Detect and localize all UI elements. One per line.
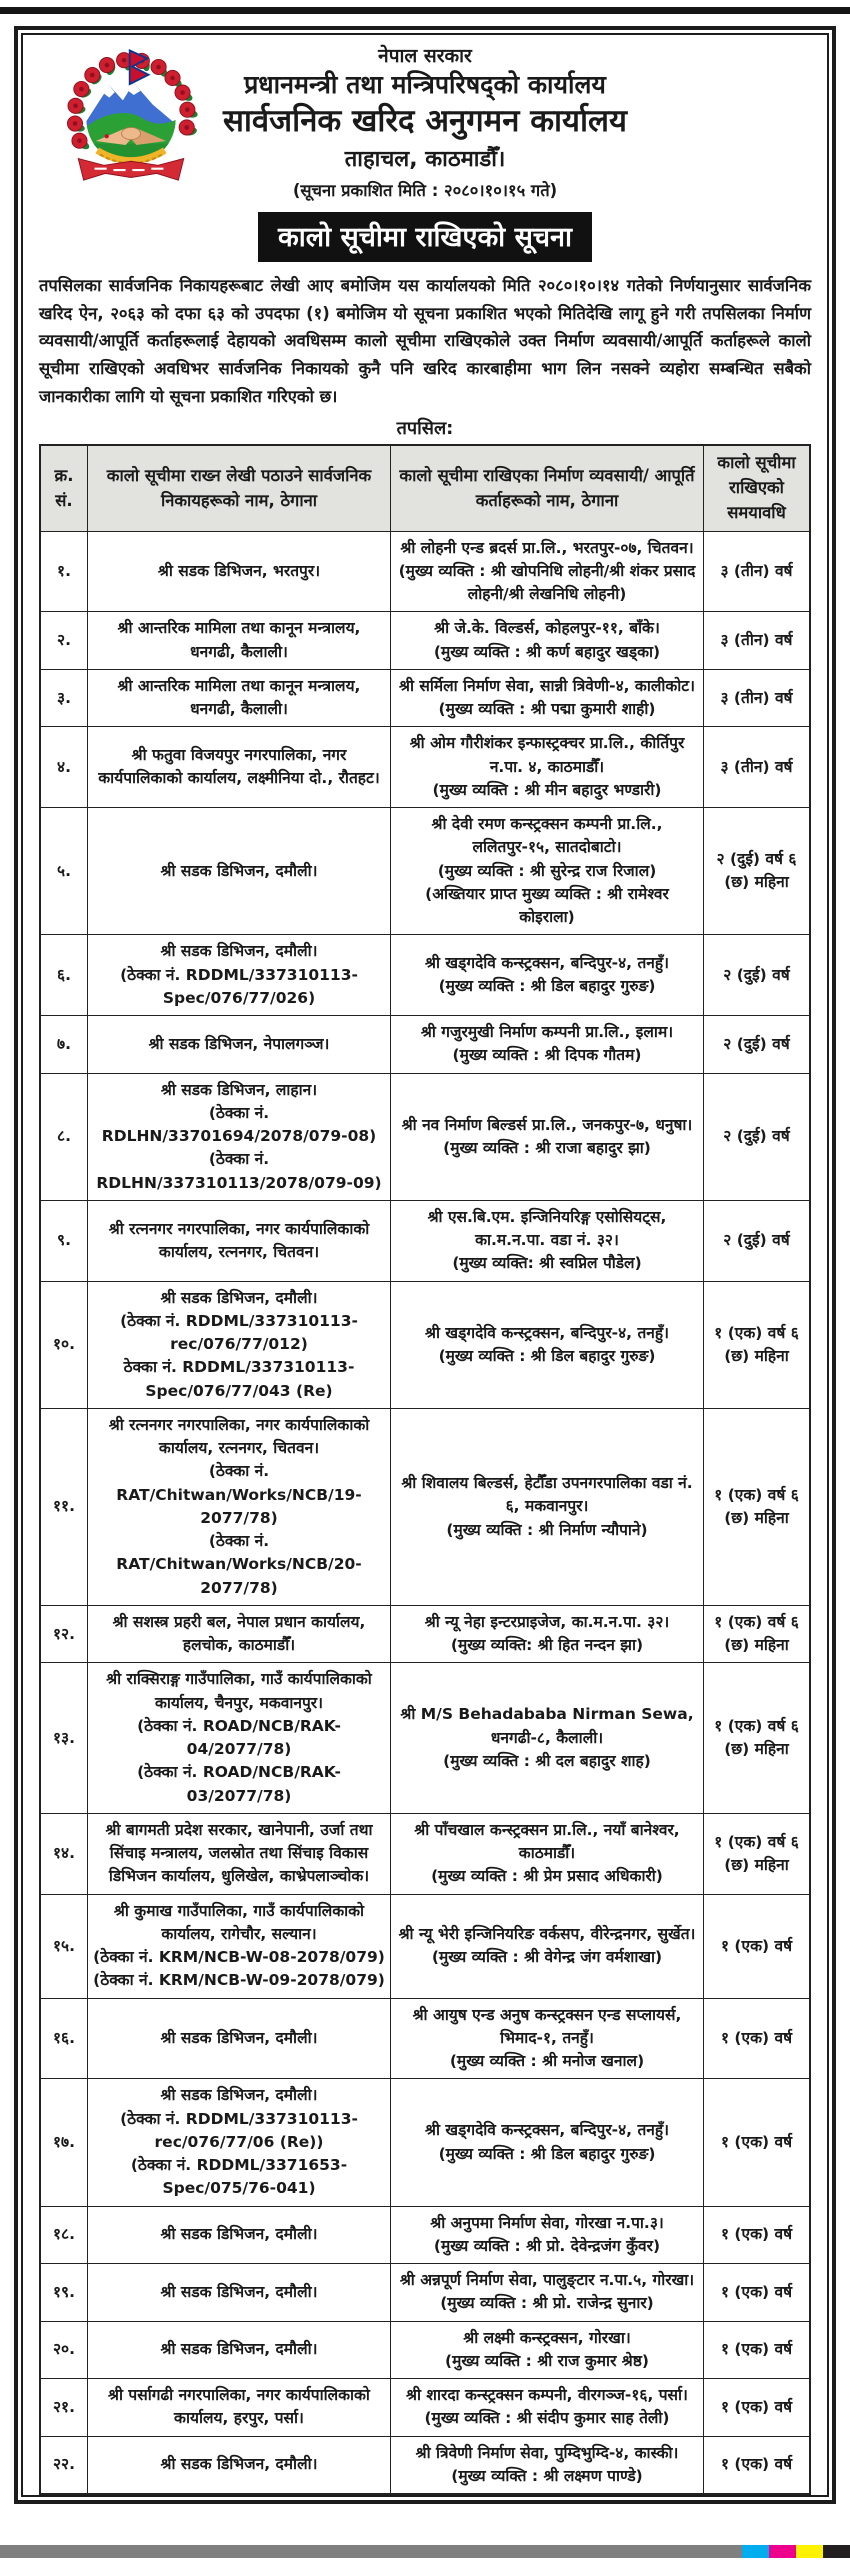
blacklist-table [39,444,811,2495]
intro-paragraph: तपसिलका सार्वजनिक निकायहरूबाट लेखी आए बमोजिम यस कार्यालयको मिति २०८०।१०।१४ गतेको निर्णयानुसार सार्वजनिक खरिद ऐन, २०६३ को दफा ६३ को उपदफा (१) बमोजिम यो सूचना प्रकाशित भएको मितिदेखि लागू हुने गरी तपसिलका निर्माण व्यवसायी/आपूर्ति कर्ताहरूलाई देहायको अवधिसम्म कालो सूचीमा राखिएकोले उक्त निर्माण व्यवसायी/आपूर्ति कर्ताहरूले कालो सूचीमा राखिएको अवधिभर सार्वजनिक निकायको कुनै पनि खरिद कारबाहीमा भाग लिन नसक्ने व्यहोरा सम्बन्धित सबैको जानकारीका लागि यो सूचना प्रकाशित गरिएको छ। [39,275,811,406]
row-sn: २२. [40,2436,88,2494]
row-office: श्री कुमाख गाउँपालिका, गाउँ कार्यपालिकाको कार्यालय, रागेचौर, सल्यान। (ठेक्का नं. KRM/NCB-W-08-2078/079) (ठेक्का नं. KRM/NCB-W-09-2078/079) [88,1894,391,1998]
row-sn: २१. [40,2379,88,2437]
row-office: श्री आन्तरिक मामिला तथा कानून मन्त्रालय, धनगढी, कैलाली। [88,669,391,727]
row-sn: १५. [40,1894,88,1998]
row-sn: १४. [40,1813,88,1894]
row-contractor: श्री सर्मिला निर्माण सेवा, सान्नी त्रिवेणी-४, कालीकोट। (मुख्य व्यक्ति : श्री पद्मा कुमारी शाही) [391,669,704,727]
details-label: तपसिल: [396,418,454,440]
notice-outer-frame [14,26,836,2504]
strip-cyan-swatch [742,2545,769,2558]
row-office: श्री सडक डिभिजन, दमौली। (ठेक्का नं. RDDML/337310113-Spec/076/77/026) [88,935,391,1016]
header-contractor: कालो सूचीमा राखिएका निर्माण व्यवसायी/ आपूर्ति कर्ताहरूको नाम, ठेगाना [391,445,704,531]
row-contractor: श्री देवी रमण कन्स्ट्रक्सन कम्पनी प्रा.लि., ललितपुर-१५, सातदोबाटो। (मुख्य व्यक्ति : श्री सुरेन्द्र राज रिजाल) (अख्तियार प्राप्त मुख्य व्यक्ति : श्री रामेश्वर कोइराला) [391,808,704,935]
table-row [40,531,810,612]
strip-black-swatch [823,2545,850,2558]
table-row [40,612,810,670]
row-sn: ५. [40,808,88,935]
row-sn: ७. [40,1016,88,1074]
blacklist-table-body [40,531,810,2494]
row-contractor: श्री M/S Behadababa Nirman Sewa, धनगढी-८, कैलाली। (मुख्य व्यक्ति : श्री दल बहादुर शाह) [391,1663,704,1814]
row-office: श्री फतुवा विजयपुर नगरपालिका, नगर कार्यपालिकाको कार्यालय, लक्ष्मीनिया दो., रौतहट। [88,727,391,808]
table-row [40,935,810,1016]
table-row [40,2321,810,2379]
row-duration: १ (एक) वर्ष [704,2206,811,2264]
row-sn: २. [40,612,88,670]
table-row [40,1813,810,1894]
row-office: श्री सडक डिभिजन, दमौली। [88,2321,391,2379]
row-contractor: श्री पाँचखाल कन्स्ट्रक्सन प्रा.लि., नयाँ बानेश्वर, काठमाडौँ। (मुख्य व्यक्ति : श्री प्रेम प्रसाद अधिकारी) [391,1813,704,1894]
row-sn: ४. [40,727,88,808]
row-contractor: श्री गजुरमुखी निर्माण कम्पनी प्रा.लि., इलाम। (मुख्य व्यक्ति : श्री दिपक गौतम) [391,1016,704,1074]
row-duration: १ (एक) वर्ष [704,2079,811,2206]
row-sn: १. [40,531,88,612]
table-row [40,1998,810,2079]
header-row [40,445,810,531]
row-office: श्री सडक डिभिजन, दमौली। [88,808,391,935]
row-office: श्री सडक डिभिजन, दमौली। (ठेक्का नं. RDDML/337310113-rec/076/77/06 (Re)) (ठेक्का नं. RDDML/3371653-Spec/075/76-041) [88,2079,391,2206]
row-duration: १ (एक) वर्ष [704,2264,811,2322]
row-duration: १ (एक) वर्ष [704,2321,811,2379]
table-row [40,2379,810,2437]
row-duration: १ (एक) वर्ष ६ (छ) महिना [704,1408,811,1605]
row-contractor: श्री त्रिवेणी निर्माण सेवा, पुम्दिभुम्दि-४, कास्की। (मुख्य व्यक्ति : श्री लक्ष्मण पाण्डे) [391,2436,704,2494]
row-contractor: श्री अन्नपूर्ण निर्माण सेवा, पालुङ्टार न.पा.५, गोरखा। (मुख्य व्यक्ति : श्री प्रो. राजेन्द्र सुनार) [391,2264,704,2322]
row-contractor: श्री खड्गदेवि कन्स्ट्रक्सन, बन्दिपुर-४, तनहुँ। (मुख्य व्यक्ति : श्री डिल बहादुर गुरुङ) [391,1281,704,1408]
strip-gray-bar [0,2545,742,2558]
row-duration: ३ (तीन) वर्ष [704,531,811,612]
motto-ribbon [78,159,183,181]
row-sn: ११. [40,1408,88,1605]
published-date-line: (सूचना प्रकाशित मिति : २०८०।१०।१५ गते) [292,181,558,201]
table-row [40,1073,810,1200]
table-row [40,1281,810,1408]
print-registration-strip [0,2545,850,2558]
row-duration: १ (एक) वर्ष [704,1894,811,1998]
row-sn: १२. [40,1605,88,1663]
row-duration: १ (एक) वर्ष [704,1998,811,2079]
row-contractor: श्री ओम गौरीशंकर इन्फास्ट्रक्चर प्रा.लि., कीर्तिपुर न.पा. ४, काठमाडौँ। (मुख्य व्यक्ति : श्री मीन बहादुर भण्डारी) [391,727,704,808]
row-contractor: श्री नव निर्माण बिल्डर्स प्रा.लि., जनकपुर-७, धनुषा। (मुख्य व्यक्ति : श्री राजा बहादुर झा) [391,1073,704,1200]
strip-magenta-swatch [769,2545,796,2558]
row-duration: ३ (तीन) वर्ष [704,669,811,727]
row-duration: १ (एक) वर्ष ६ (छ) महिना [704,1813,811,1894]
row-contractor: श्री शारदा कन्स्ट्रक्सन कम्पनी, वीरगञ्ज-१६, पर्सा। (मुख्य व्यक्ति : श्री संदीप कुमार साह तेली) [391,2379,704,2437]
top-black-rule [0,7,850,14]
notice-header [39,41,811,262]
row-contractor: श्री शिवालय बिल्डर्स, हेटौँडा उपनगरपालिका वडा नं. ६, मकवानपुर। (मुख्य व्यक्ति : श्री निर्माण न्यौपाने) [391,1408,704,1605]
row-office: श्री सडक डिभिजन, भरतपुर। [88,531,391,612]
row-contractor: श्री अनुपमा निर्माण सेवा, गोरखा न.पा.३। (मुख्य व्यक्ति : श्री प्रो. देवेन्द्रजंग कुँवर) [391,2206,704,2264]
row-duration: ३ (तीन) वर्ष [704,727,811,808]
row-duration: २ (दुई) वर्ष ६ (छ) महिना [704,808,811,935]
row-duration: २ (दुई) वर्ष [704,1073,811,1200]
row-contractor: श्री खड्गदेवि कन्स्ट्रक्सन, बन्दिपुर-४, तनहुँ। (मुख्य व्यक्ति : श्री डिल बहादुर गुरुङ) [391,2079,704,2206]
row-office: श्री सडक डिभिजन, दमौली। (ठेक्का नं. RDDML/337310113-rec/076/77/012) ठेक्का नं. RDDML/337310113-Spec/076/77/043 (Re) [88,1281,391,1408]
table-row [40,2264,810,2322]
table-row [40,2436,810,2494]
row-duration: २ (दुई) वर्ष [704,935,811,1016]
row-sn: ८. [40,1073,88,1200]
table-row [40,1894,810,1998]
nepal-government-emblem-icon [63,49,199,191]
row-contractor: श्री लोहनी एन्ड ब्रदर्स प्रा.लि., भरतपुर-०७, चितवन। (मुख्य व्यक्ति : श्री खोपनिधि लोहनी/श्री शंकर प्रसाद लोहनी/श्री लेखनिधि लोहनी) [391,531,704,612]
row-contractor: श्री जे.के. विल्डर्स, कोहलपुर-११, बाँके। (मुख्य व्यक्ति : श्री कर्ण बहादुर खड्का) [391,612,704,670]
header-sn: क्र. सं. [40,445,88,531]
row-contractor: श्री न्यू भेरी इन्जिनियरिङ वर्कसप, वीरेन्द्रनगर, सुर्खेत। (मुख्य व्यक्ति : श्री वेगेन्द्र जंग वर्मशाखा) [391,1894,704,1998]
row-office: श्री सडक डिभिजन, नेपालगञ्ज। [88,1016,391,1074]
row-office: श्री सडक डिभिजन, दमौली। [88,2206,391,2264]
row-office: श्री पर्सागढी नगरपालिका, नगर कार्यपालिकाको कार्यालय, हरपुर, पर्सा। [88,2379,391,2437]
row-duration: १ (एक) वर्ष ६ (छ) महिना [704,1605,811,1663]
row-office: श्री सडक डिभिजन, दमौली। [88,1998,391,2079]
government-line: नेपाल सरकार [378,45,472,67]
table-row [40,808,810,935]
row-sn: १६. [40,1998,88,2079]
row-office: श्री सशस्त्र प्रहरी बल, नेपाल प्रधान कार्यालय, हलचोक, काठमाडौँ। [88,1605,391,1663]
row-office: श्री सडक डिभिजन, दमौली। [88,2264,391,2322]
row-contractor: श्री एस.बि.एम. इन्जिनियरिङ्ग एसोसियट्स, का.म.न.पा. वडा नं. ३२। (मुख्य व्यक्ति: श्री स्वप्निल पौडेल) [391,1200,704,1281]
row-office: श्री बागमती प्रदेश सरकार, खानेपानी, उर्जा तथा सिंचाइ मन्त्रालय, जलस्रोत तथा सिंचाइ विकास डिभिजन कार्यालय, धुलिखेल, काभ्रेपलाञ्चोक। [88,1813,391,1894]
notice-title: कालो सूचीमा राखिएको सूचना [258,212,592,262]
row-duration: १ (एक) वर्ष [704,2436,811,2494]
row-sn: २०. [40,2321,88,2379]
row-sn: ३. [40,669,88,727]
row-sn: १९. [40,2264,88,2322]
table-row [40,1408,810,1605]
row-sn: १०. [40,1281,88,1408]
row-office: श्री रत्ननगर नगरपालिका, नगर कार्यपालिकाको कार्यालय, रत्ननगर, चितवन। (ठेक्का नं. RAT/Chitwan/Works/NCB/19-2077/78) (ठेक्का नं. RAT/Chitwan/Works/NCB/20-2077/78) [88,1408,391,1605]
strip-yellow-swatch [796,2545,823,2558]
row-office: श्री रत्ननगर नगरपालिका, नगर कार्यपालिकाको कार्यालय, रत्ननगर, चितवन। [88,1200,391,1281]
notice-inner-frame [21,33,829,2497]
row-contractor: श्री लक्ष्मी कन्स्ट्रक्सन, गोरखा। (मुख्य व्यक्ति : श्री राज कुमार श्रेष्ठ) [391,2321,704,2379]
blacklist-table-head [40,445,810,531]
row-duration: १ (एक) वर्ष ६ (छ) महिना [704,1663,811,1814]
table-row [40,669,810,727]
row-duration: २ (दुई) वर्ष [704,1016,811,1074]
row-contractor: श्री खड्गदेवि कन्स्ट्रक्सन, बन्दिपुर-४, तनहुँ। (मुख्य व्यक्ति : श्री डिल बहादुर गुरुङ) [391,935,704,1016]
table-row [40,2206,810,2264]
header-duration: कालो सूचीमा राखिएको समयावधि [704,445,811,531]
row-sn: १३. [40,1663,88,1814]
row-contractor: श्री न्यू नेहा इन्टरप्राइजेज, का.म.न.पा. ३२। (मुख्य व्यक्ति: श्री हित नन्दन झा) [391,1605,704,1663]
row-duration: २ (दुई) वर्ष [704,1200,811,1281]
row-sn: ६. [40,935,88,1016]
row-sn: १८. [40,2206,88,2264]
row-contractor: श्री आयुष एन्ड अनुष कन्स्ट्रक्सन एन्ड सप्लायर्स, भिमाद-१, तनहुँ। (मुख्य व्यक्ति : श्री मनोज खनाल) [391,1998,704,2079]
row-duration: १ (एक) वर्ष ६ (छ) महिना [704,1281,811,1408]
row-office: श्री आन्तरिक मामिला तथा कानून मन्त्रालय, धनगढी, कैलाली। [88,612,391,670]
office-name-line: सार्वजनिक खरिद अनुगमन कार्यालय [222,103,628,140]
parent-office-line: प्रधानमन्त्री तथा मन्त्रिपरिषद्को कार्यालय [244,69,606,99]
row-office: श्री सडक डिभिजन, लाहान। (ठेक्का नं. RDLHN/33701694/2078/079-08) (ठेक्का नं. RDLHN/337310113/2078/079-09) [88,1073,391,1200]
table-row [40,727,810,808]
office-address-line: ताहाचल, काठमाडौँ। [344,147,506,173]
table-row [40,1016,810,1074]
table-row [40,2079,810,2206]
row-office: श्री सडक डिभिजन, दमौली। [88,2436,391,2494]
row-duration: ३ (तीन) वर्ष [704,612,811,670]
row-sn: १७. [40,2079,88,2206]
row-duration: १ (एक) वर्ष [704,2379,811,2437]
header-office: कालो सूचीमा राख्न लेखी पठाउने सार्वजनिक निकायहरूको नाम, ठेगाना [88,445,391,531]
row-sn: ९. [40,1200,88,1281]
table-row [40,1200,810,1281]
row-office: श्री राक्सिराङ्ग गाउँपालिका, गाउँ कार्यपालिकाको कार्यालय, चैनपुर, मकवानपुर। (ठेक्का नं. ROAD/NCB/RAK-04/2077/78) (ठेक्का नं. ROAD/NCB/RAK-03/2077/78) [88,1663,391,1814]
table-row [40,1663,810,1814]
table-row [40,1605,810,1663]
